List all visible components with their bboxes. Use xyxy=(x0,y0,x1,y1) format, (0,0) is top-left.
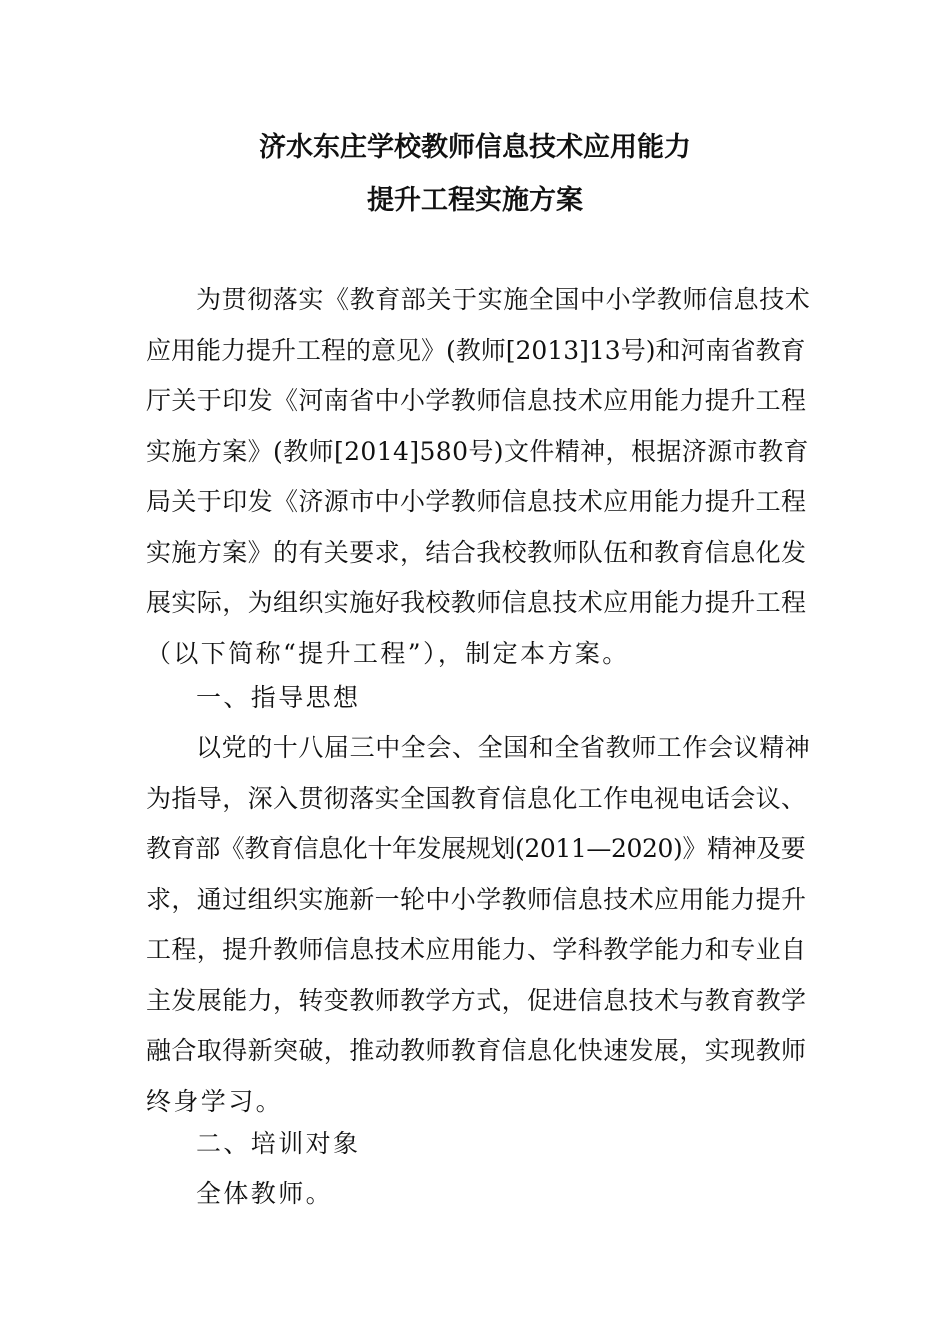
paragraph-line: 求，通过组织实施新一轮中小学教师信息技术应用能力提升 xyxy=(146,884,807,914)
paragraph-line: 终身学习。 xyxy=(146,1086,284,1116)
section-heading-training-targets xyxy=(146,1119,810,1170)
section-heading-guiding-ideology xyxy=(146,673,810,724)
paragraph-line: 实施方案》的有关要求，结合我校教师队伍和教育信息化发 xyxy=(146,537,807,567)
document-title-line2: 提升工程实施方案 xyxy=(367,185,583,216)
paragraph-line: 为指导，深入贯彻落实全国教育信息化工作电视电话会议、 xyxy=(146,783,807,813)
guiding-ideology-paragraph xyxy=(146,723,810,1127)
section-heading-text: 二、培训对象 xyxy=(196,1129,361,1158)
paragraph-line: （以下简称“提升工程”），制定本方案。 xyxy=(146,638,630,668)
training-targets-paragraph xyxy=(146,1169,810,1220)
paragraph-line: 以党的十八届三中全会、全国和全省教师工作会议精神 xyxy=(196,733,811,762)
section-heading-text: 一、指导思想 xyxy=(196,683,361,712)
paragraph-line: 全体教师。 xyxy=(196,1179,334,1208)
paragraph-line: 工程，提升教师信息技术应用能力、学科教学能力和专业自 xyxy=(146,935,807,964)
paragraph-line: 局关于印发《济源市中小学教师信息技术应用能力提升工程 xyxy=(146,487,807,516)
paragraph-line: 应用能力提升工程的意见》(教师[2013]13号)和河南省教育 xyxy=(146,335,806,365)
document-title-line1: 济水东庄学校教师信息技术应用能力 xyxy=(259,132,691,163)
paragraph-line: 融合取得新突破，推动教师教育信息化快速发展，实现教师 xyxy=(146,1036,807,1065)
intro-paragraph xyxy=(146,275,810,679)
paragraph-line: 展实际，为组织实施好我校教师信息技术应用能力提升工程 xyxy=(146,588,807,617)
paragraph-line: 教育部《教育信息化十年发展规划(2011—2020)》精神及要 xyxy=(146,834,806,863)
paragraph-line: 厅关于印发《河南省中小学教师信息技术应用能力提升工程 xyxy=(146,386,807,415)
paragraph-line: 实施方案》(教师[2014]580号)文件精神，根据济源市教育 xyxy=(146,436,809,466)
paragraph-line: 主发展能力，转变教师教学方式，促进信息技术与教育教学 xyxy=(146,985,807,1015)
paragraph-line: 为贯彻落实《教育部关于实施全国中小学教师信息技术 xyxy=(196,285,811,314)
